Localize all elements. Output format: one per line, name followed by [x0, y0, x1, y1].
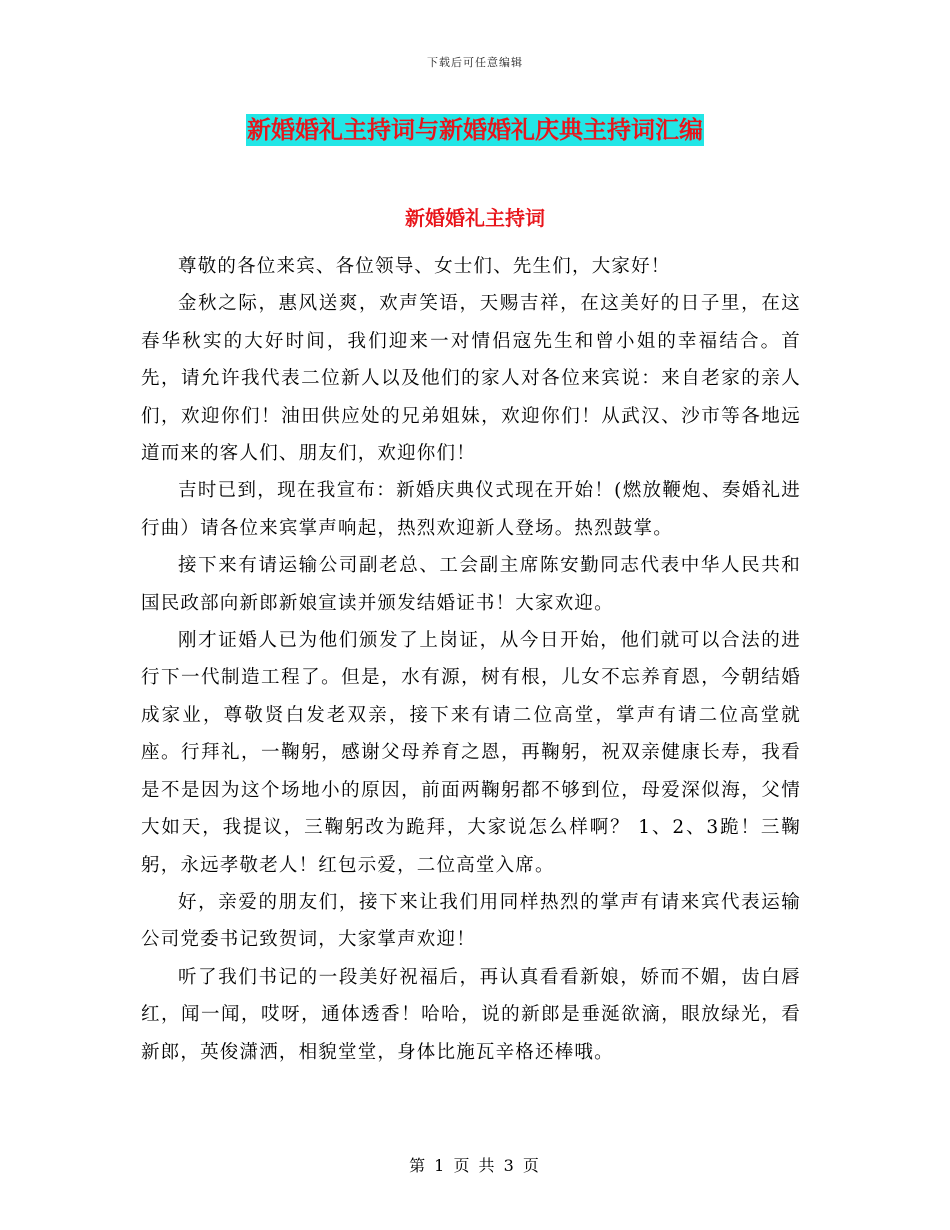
document-title — [0, 114, 950, 146]
paragraph: 听了我们书记的一段美好祝福后，再认真看看新娘，娇而不媚，齿白唇红，闻一闻，哎呀，通体透香！哈哈，说的新郎是垂涎欲滴，眼放绿光，看新郎，英俊潇洒，相貌堂堂，身体比施瓦辛格还棒哦。 — [141, 966, 801, 1063]
paragraph: 刚才证婚人已为他们颁发了上岗证，从今日开始，他们就可以合法的进行下一代制造工程了。但是，水有源，树有根，儿女不忘养育恩，今朝结婚成家业，尊敬贤白发老双亲，接下来有请二位高堂，掌声有请二位高堂就座。行拜礼，一鞠躬，感谢父母养育之恩，再鞠躬，祝双亲健康长寿，我看是不是因为这个场地小的原因，前面两鞠躬都不够到位，母爱深似海，父情大如天，我提议，三鞠躬改为跪拜，大家说怎么样啊？ 1、2、3跪！三鞠躬，永远孝敬老人！红包示爱，二位高堂入席。 — [141, 630, 801, 876]
page-header-note: 下载后可任意编辑 — [427, 56, 523, 69]
paragraph: 尊敬的各位来宾、各位领导、女士们、先生们，大家好！ — [178, 256, 671, 277]
paragraph: 金秋之际，惠风送爽，欢声笑语，天赐吉祥，在这美好的日子里，在这春华秋实的大好时间，我们迎来一对情侣寇先生和曾小姐的幸福结合。首先，请允许我代表二位新人以及他们的家人对各位来宾说：来自老家的亲人们，欢迎你们！油田供应处的兄弟姐妹，欢迎你们！从武汉、沙市等各地远道而来的客人们、朋友们，欢迎你们！ — [141, 293, 801, 465]
paragraph: 吉时已到，现在我宣布：新婚庆典仪式现在开始！(燃放鞭炮、奏婚礼进行曲）请各位来宾掌声响起，热烈欢迎新人登场。热烈鼓掌。 — [141, 480, 801, 539]
page-number-footer: 第 1 页 共 3 页 — [409, 1156, 541, 1175]
paragraph: 接下来有请运输公司副老总、工会副主席陈安勤同志代表中华人民共和国民政部向新郎新娘宣读并颁发结婚证书！大家欢迎。 — [141, 555, 801, 614]
document-title-text: 新婚婚礼主持词与新婚婚礼庆典主持词汇编 — [247, 115, 703, 144]
section-title: 新婚婚礼主持词 — [405, 206, 545, 230]
document-body — [141, 248, 801, 1071]
paragraph: 好，亲爱的朋友们，接下来让我们用同样热烈的掌声有请来宾代表运输公司党委书记致贺词，大家掌声欢迎！ — [141, 891, 801, 951]
